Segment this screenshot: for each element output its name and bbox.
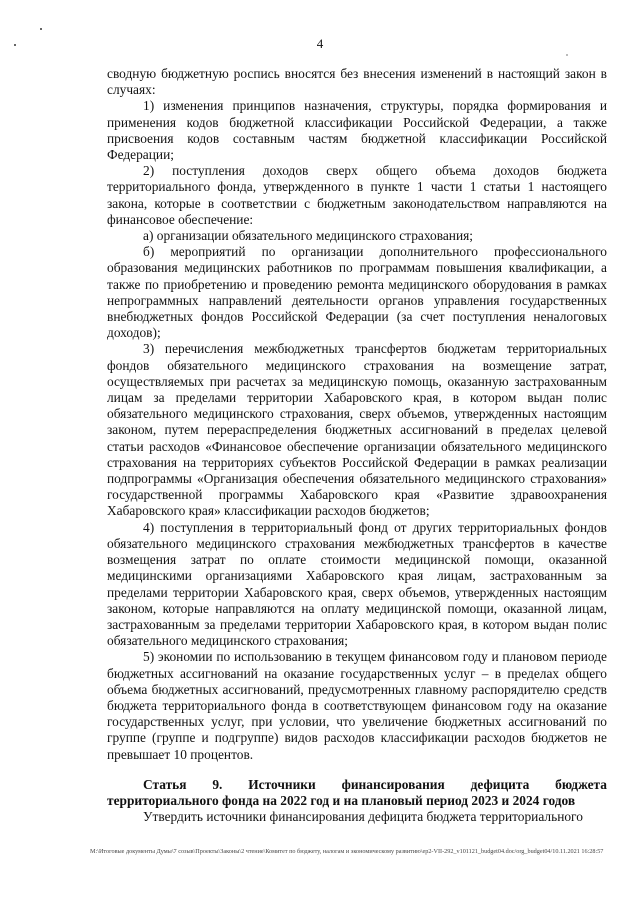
scan-speck: [14, 44, 16, 46]
list-item: 4) поступления в территориальный фонд от других территориальных фондов обязательного медицинского страхования межбюджетных трансфертов в качестве возмещения затрат по оплате стоимости медицинской помощи, оказанной медицинскими организациями Хабаровского края лицам, застрахованным за пределами территории Хабаровского края, сверх объемов, утвержденных настоящим законом, которые направляются на оплату медицинской помощи, оказанной лицам, застрахованным за пределами территории Хабаровского края, в котором выдан полис обязательного медицинского страхования;: [107, 519, 607, 649]
sub-list-item: б) мероприятий по организации дополнительного профессионального образования медицинских работников по программам повышения квалификации, а также по приобретению и проведению ремонта медицинского оборудования в рамках непрограммных направлений деятельности органов управления государственных внебюджетных фондов Российской Федерации (за счет поступления неналоговых доходов);: [107, 244, 607, 341]
sub-list-item: а) организации обязательного медицинского страхования;: [143, 228, 474, 244]
document-body: [107, 66, 607, 825]
scan-speck: [566, 54, 568, 56]
file-path-footer: M:\Итоговые документы Думы\7 созыв\Проекты\Законы\2 чтение\Комитет по бюджету, налогам и экономическому развитию\ep2-VII-292_v101121_budget04.doc/org_budget04/10.11.2021 16:28:57: [90, 848, 604, 855]
article-text: Утвердить источники финансирования дефицита бюджета территориального: [143, 809, 583, 825]
scan-speck: [40, 28, 42, 30]
page-number: 4: [316, 36, 324, 51]
list-item: 2) поступления доходов сверх общего объема доходов бюджета территориального фонда, утвержденного в пункте 1 части 1 статьи 1 настоящего закона, которые в соответствии с бюджетным законодательством направляются на финансовое обеспечение:: [107, 163, 607, 227]
article-heading: Статья 9. Источники финансирования дефицита бюджета территориального фонда на 2022 год и на плановый период 2023 и 2024 годов: [107, 776, 607, 808]
paragraph: сводную бюджетную роспись вносятся без внесения изменений в настоящий закон в случаях:: [107, 66, 607, 98]
list-item: 5) экономии по использованию в текущем финансовом году и плановом периоде бюджетных ассигнований на оказание государственных услуг – в пределах общего объема бюджетных ассигнований, предусмотренных главному распорядителю средств бюджета территориального фонда в соответствующем финансовом году на оказание государственных услуг, при условии, что увеличение бюджетных ассигнований по группе (группе и подгруппе) видов расходов классификации расходов бюджетов не превышает 10 процентов.: [107, 649, 607, 762]
list-item: 3) перечисления межбюджетных трансфертов бюджетам территориальных фондов обязательного медицинского страхования на возмещение затрат, осуществляемых при расчетах за медицинскую помощь, оказанную застрахованным лицам за пределами территории Хабаровского края, в котором выдан полис обязательного медицинского страхования, сверх объемов, утвержденных настоящим законом, путем перераспределения бюджетных ассигнований в пределах целевой статьи расходов «Финансовое обеспечение организации обязательного медицинского страхования на территориях субъектов Российской Федерации в рамках реализации подпрограммы «Организация обеспечения обязательного медицинского страхования» государственной программы Хабаровского края «Развитие здравоохранения Хабаровского края» классификации расходов бюджетов;: [107, 341, 607, 519]
list-item: 1) изменения принципов назначения, структуры, порядка формирования и применения кодов бюджетной классификации Российской Федерации, а также присвоения кодов составным частям бюджетной классификации Российской Федерации;: [107, 98, 607, 163]
